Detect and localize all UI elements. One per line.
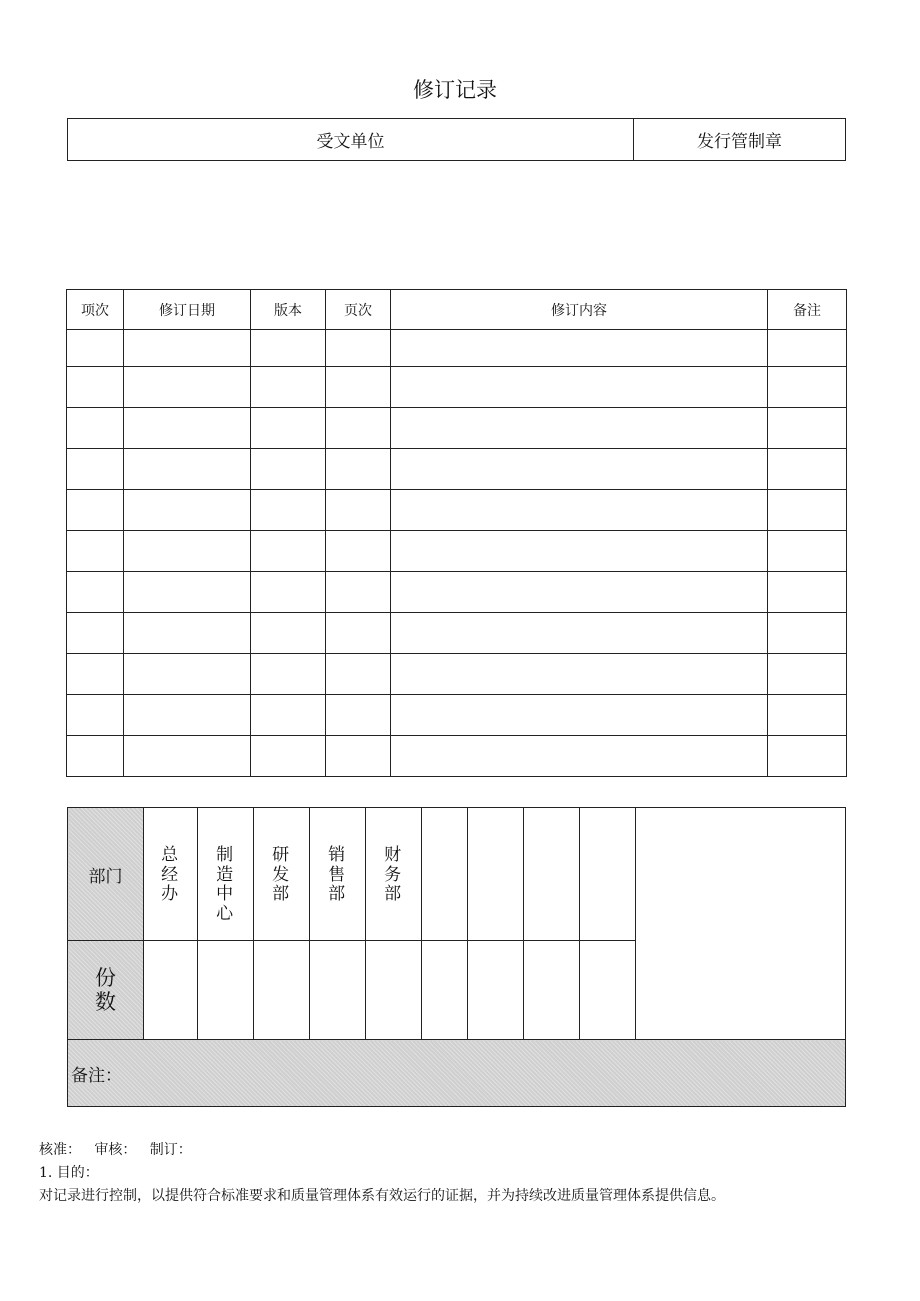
revision-cell[interactable] — [251, 490, 326, 531]
revision-cell[interactable] — [124, 654, 251, 695]
revision-cell[interactable] — [251, 654, 326, 695]
revision-cell[interactable] — [391, 695, 768, 736]
revision-cell[interactable] — [124, 572, 251, 613]
revision-cell[interactable] — [251, 531, 326, 572]
revision-cell[interactable] — [326, 572, 391, 613]
revision-cell[interactable] — [391, 408, 768, 449]
remark-label: 备注： — [68, 1040, 846, 1107]
revision-cell[interactable] — [251, 367, 326, 408]
revision-cell[interactable] — [67, 330, 124, 367]
revision-cell[interactable] — [326, 330, 391, 367]
copies-label: 份数 — [95, 965, 116, 1014]
revision-cell[interactable] — [124, 490, 251, 531]
signoff-line: 核准： 审核： 制订： — [39, 1142, 192, 1158]
revision-cell[interactable] — [391, 490, 768, 531]
col-header-revision-content: 修订内容 — [391, 290, 768, 330]
revision-record-table — [66, 289, 847, 777]
copies-cell — [254, 941, 310, 1040]
revision-header-row — [67, 290, 847, 330]
revision-cell[interactable] — [251, 408, 326, 449]
col-header-page-no: 页次 — [326, 290, 391, 330]
revision-cell[interactable] — [124, 695, 251, 736]
revision-cell[interactable] — [124, 449, 251, 490]
issue-control-stamp-label: 发行管制章 — [634, 119, 846, 161]
revision-cell[interactable] — [67, 449, 124, 490]
col-header-item-no: 项次 — [67, 290, 124, 330]
revision-cell[interactable] — [326, 736, 391, 777]
revision-row — [67, 654, 847, 695]
department-row — [68, 808, 846, 941]
revision-cell[interactable] — [326, 654, 391, 695]
col-header-remarks: 备注 — [768, 290, 847, 330]
copies-cell — [366, 941, 422, 1040]
revision-cell[interactable] — [124, 531, 251, 572]
revision-cell[interactable] — [326, 531, 391, 572]
revision-cell[interactable] — [67, 408, 124, 449]
revision-cell[interactable] — [124, 408, 251, 449]
dept-cell: 财务部 — [384, 845, 402, 905]
copies-cell — [422, 941, 468, 1040]
section-text: 对记录进行控制，以提供符合标准要求和质量管理体系有效运行的证据，并为持续改进质量管理体系提供信息。 — [39, 1188, 725, 1204]
copies-cell — [524, 941, 580, 1040]
dept-cell: 总经办 — [161, 845, 179, 905]
revision-cell[interactable] — [768, 490, 847, 531]
revision-cell[interactable] — [67, 613, 124, 654]
revision-row — [67, 572, 847, 613]
revision-cell[interactable] — [67, 572, 124, 613]
revision-cell[interactable] — [326, 613, 391, 654]
revision-cell[interactable] — [124, 367, 251, 408]
department-distribution-table — [67, 807, 846, 1107]
revision-cell[interactable] — [124, 613, 251, 654]
revision-cell[interactable] — [251, 695, 326, 736]
copies-cell — [310, 941, 366, 1040]
revision-row — [67, 531, 847, 572]
revision-cell[interactable] — [768, 408, 847, 449]
revision-cell[interactable] — [124, 330, 251, 367]
dept-cell: 研发部 — [272, 845, 290, 905]
revision-cell[interactable] — [326, 449, 391, 490]
revision-cell[interactable] — [768, 449, 847, 490]
revision-cell[interactable] — [391, 330, 768, 367]
revision-cell[interactable] — [124, 736, 251, 777]
remark-row — [68, 1040, 846, 1107]
copies-cell — [144, 941, 198, 1040]
revision-cell[interactable] — [67, 736, 124, 777]
revision-cell[interactable] — [768, 330, 847, 367]
department-label: 部门 — [68, 808, 144, 941]
revision-row — [67, 613, 847, 654]
revision-cell[interactable] — [391, 367, 768, 408]
revision-cell[interactable] — [768, 736, 847, 777]
revision-row — [67, 449, 847, 490]
col-header-revision-date: 修订日期 — [124, 290, 251, 330]
revision-cell[interactable] — [326, 490, 391, 531]
dept-blank-area — [636, 808, 846, 1040]
revision-row — [67, 367, 847, 408]
revision-cell[interactable] — [67, 695, 124, 736]
revision-cell[interactable] — [768, 654, 847, 695]
revision-cell[interactable] — [67, 367, 124, 408]
copies-cell — [468, 941, 524, 1040]
dept-cell: 制造中心 — [216, 845, 234, 924]
revision-cell[interactable] — [251, 613, 326, 654]
revision-cell[interactable] — [768, 695, 847, 736]
revision-cell[interactable] — [391, 449, 768, 490]
revision-cell[interactable] — [768, 531, 847, 572]
section-heading: 1. 目的： — [39, 1165, 99, 1181]
dept-cell: 销售部 — [328, 845, 346, 905]
revision-cell[interactable] — [67, 490, 124, 531]
distribution-header-table — [67, 118, 846, 161]
revision-cell[interactable] — [326, 695, 391, 736]
revision-cell[interactable] — [326, 367, 391, 408]
revision-row — [67, 408, 847, 449]
col-header-version: 版本 — [251, 290, 326, 330]
receiver-unit-label: 受文单位 — [68, 119, 634, 161]
revision-body — [67, 330, 847, 777]
revision-cell[interactable] — [251, 330, 326, 367]
revision-cell[interactable] — [391, 613, 768, 654]
revision-cell[interactable] — [768, 572, 847, 613]
revision-cell[interactable] — [67, 531, 124, 572]
revision-cell[interactable] — [391, 736, 768, 777]
revision-cell[interactable] — [768, 613, 847, 654]
copies-cell — [580, 941, 636, 1040]
revision-cell[interactable] — [391, 531, 768, 572]
revision-cell[interactable] — [251, 572, 326, 613]
copies-cell — [198, 941, 254, 1040]
revision-row — [67, 490, 847, 531]
revision-cell[interactable] — [391, 572, 768, 613]
revision-cell[interactable] — [391, 654, 768, 695]
revision-row — [67, 695, 847, 736]
revision-cell[interactable] — [768, 367, 847, 408]
revision-row — [67, 330, 847, 367]
revision-row — [67, 736, 847, 777]
revision-cell[interactable] — [67, 654, 124, 695]
revision-cell[interactable] — [251, 449, 326, 490]
page-title: 修订记录 — [413, 78, 497, 102]
revision-cell[interactable] — [326, 408, 391, 449]
revision-cell[interactable] — [251, 736, 326, 777]
